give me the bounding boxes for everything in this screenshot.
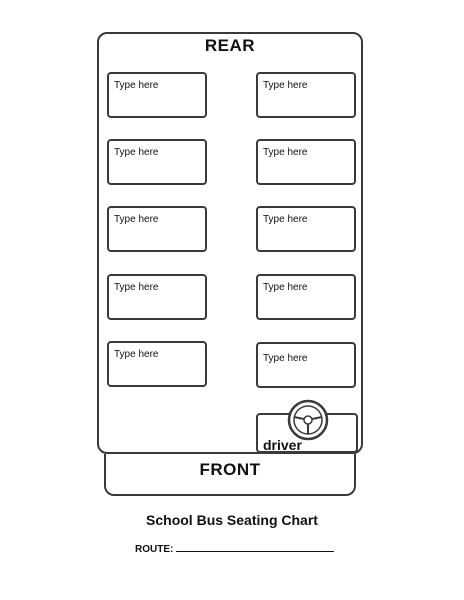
seat-text[interactable]: Type here	[263, 282, 308, 293]
seat-row4-right[interactable]	[256, 274, 356, 320]
seat-text[interactable]: Type here	[114, 349, 159, 360]
rear-label: REAR	[204, 36, 256, 55]
seat-text[interactable]: Type here	[114, 80, 159, 91]
seat-text[interactable]: Type here	[263, 147, 308, 158]
route-input-line[interactable]	[176, 541, 334, 552]
seat-row2-left[interactable]	[107, 139, 207, 185]
seat-text[interactable]: Type here	[114, 147, 159, 158]
seat-row3-right[interactable]	[256, 206, 356, 252]
seat-row5-right[interactable]	[256, 342, 356, 388]
seat-text[interactable]: Type here	[114, 282, 159, 293]
driver-label: driver	[263, 437, 302, 453]
seat-text[interactable]: Type here	[263, 80, 308, 91]
steering-wheel-icon	[286, 398, 330, 442]
route-field	[135, 541, 334, 555]
seat-row2-right[interactable]	[256, 139, 356, 185]
page-title: School Bus Seating Chart	[146, 512, 318, 528]
seat-row5-left[interactable]	[107, 341, 207, 387]
seat-text[interactable]: Type here	[263, 214, 308, 225]
route-label: ROUTE:	[135, 544, 174, 555]
seat-text[interactable]: Type here	[263, 353, 308, 364]
seat-row1-left[interactable]	[107, 72, 207, 118]
seat-row1-right[interactable]	[256, 72, 356, 118]
seat-text[interactable]: Type here	[114, 214, 159, 225]
seat-row4-left[interactable]	[107, 274, 207, 320]
seat-row3-left[interactable]	[107, 206, 207, 252]
front-label: FRONT	[199, 460, 261, 479]
